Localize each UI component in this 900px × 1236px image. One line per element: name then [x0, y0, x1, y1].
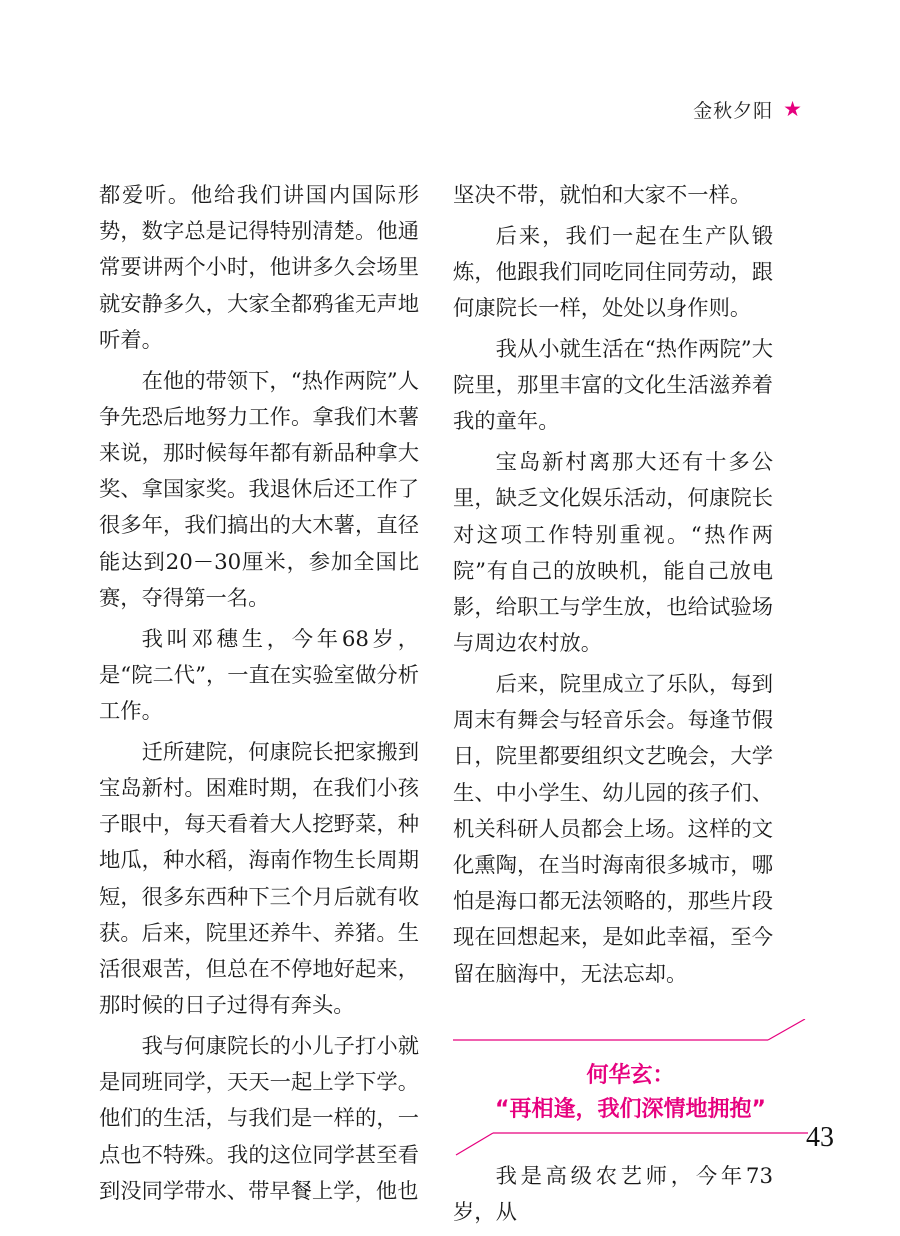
page-number: 43	[806, 1122, 834, 1153]
paragraph: 后来，我们一起在生产队锻炼，他跟我们同吃同住同劳动，跟何康院长一样，处处以身作则。	[453, 223, 773, 322]
star-icon: ★	[783, 97, 803, 121]
heading-line-1: 何华玄：	[586, 1062, 675, 1088]
paragraph: 我叫邓穗生，今年68岁，是“院二代”，一直在实验室做分析工作。	[99, 626, 419, 725]
paragraph: 我从小就生活在“热作两院”大院里，那里丰富的文化生活滋养着我的童年。	[453, 337, 773, 435]
left-column	[99, 178, 419, 1215]
paragraph: 坚决不带，就怕和大家不一样。	[453, 183, 752, 208]
paragraph: 在他的带领下，“热作两院”人争先恐后地努力工作。拿我们木薯来说，那时候每年都有新品种拿大奖、拿国家奖。我退休后还工作了很多年，我们搞出的大木薯，直径能达到20－30厘米，参加全国比赛，夺得第一名。	[99, 368, 419, 611]
paragraph: 我与何康院长的小儿子打小就是同班同学，天天一起上学下学。他们的生活，与我们是一样的，一点也不特殊。我的这位同学甚至看到没同学带水、带早餐上学，他也	[99, 1034, 419, 1204]
section-heading	[453, 1019, 773, 1159]
paragraph: 都爱听。他给我们讲国内国际形势，数字总是记得特别清楚。他通常要讲两个小时，他讲多久会场里就安静多久，大家全都鸦雀无声地听着。	[99, 183, 419, 353]
paragraph: 后来，院里成立了乐队，每到周末有舞会与轻音乐会。每逢节假日，院里都要组织文艺晚会，大学生、中小学生、幼儿园的孩子们、机关科研人员都会上场。这样的文化熏陶，在当时海南很多城市，哪怕是海口都无法领略的，那些片段现在回想起来，是如此幸福，至今留在脑海中，无法忘却。	[453, 672, 773, 987]
heading-line-2: “再相逢，我们深情地拥抱”	[495, 1096, 766, 1122]
right-column	[453, 178, 773, 1236]
running-header	[693, 96, 803, 123]
paragraph: 迁所建院，何康院长把家搬到宝岛新村。困难时期，在我们小孩子眼中，每天看着大人挖野菜，种地瓜，种水稻，海南作物生长周期短，很多东西种下三个月后就有收获。后来，院里还养牛、养猪。生活很艰苦，但总在不停地好起来，那时候的日子过得有奔头。	[99, 739, 419, 1019]
heading-title	[453, 1059, 808, 1127]
section-title: 金秋夕阳	[693, 100, 774, 122]
paragraph: 宝岛新村离那大还有十多公里，缺乏文化娱乐活动，何康院长对这项工作特别重视。“热作两院”有自己的放映机，能自己放电影，给职工与学生放，也给试验场与周边农村放。	[453, 450, 773, 657]
paragraph: 我是高级农艺师，今年73岁，从	[453, 1163, 773, 1226]
